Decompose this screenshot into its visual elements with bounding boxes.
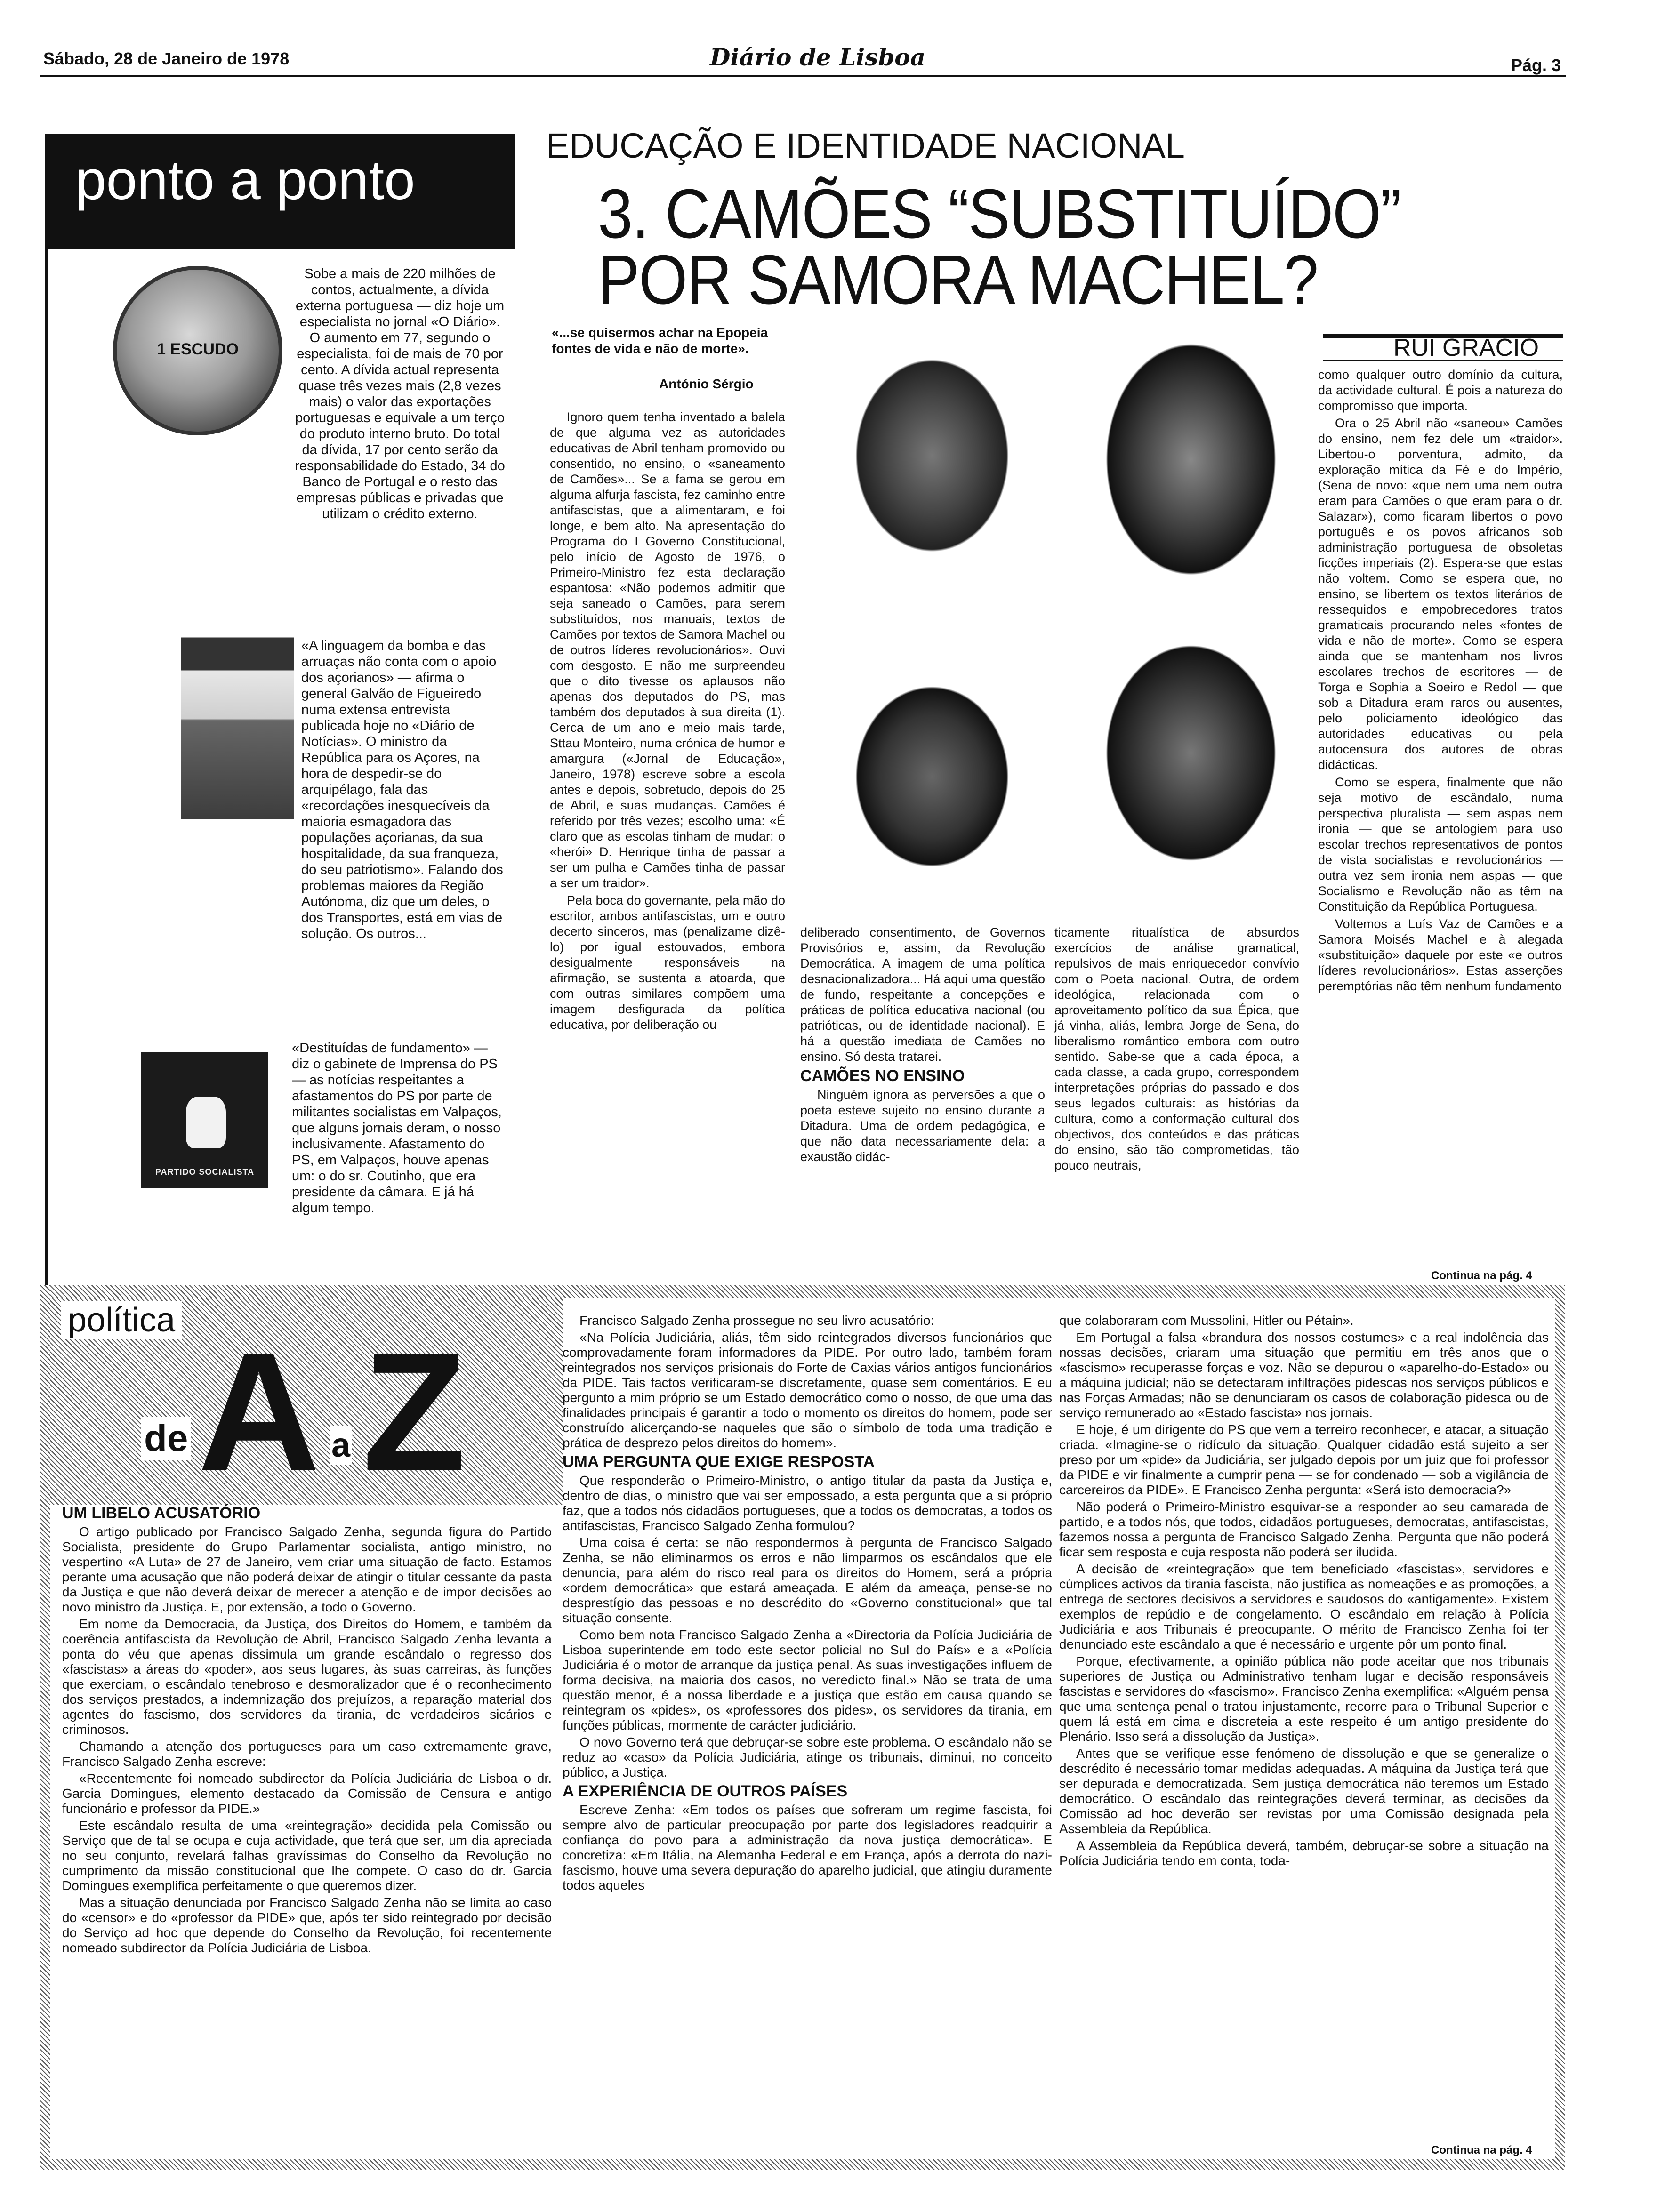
article-paragraph: Ninguém ignora as perversões a que o poeta esteve sujeito no ensino durante a Ditadura. Uma de ordem pedagógica, e que não data necessariamente dela: a exaustão didác- [800, 1088, 1045, 1164]
politica-paragraph: Que responderão o Primeiro-Ministro, o antigo titular da pasta da Justiça e, dentro de dias, o ministro que vai ser empossado, a esta pergunta que a si próprio faz, que a todos nós cidadãos portugueses, que a todos os democratas, a todos os antifascistas, Francisco Salgado Zenha formulou? [563, 1473, 1052, 1533]
politica-paragraph: que colaboraram com Mussolini, Hitler ou Pétain». [1059, 1313, 1354, 1328]
article-column-2 [800, 925, 1045, 1282]
ps-logo-image [141, 1052, 268, 1188]
subhead-camoes-no-ensino: CAMÕES NO ENSINO [800, 1067, 965, 1085]
camoes-bust-photo-2 [800, 649, 1064, 932]
politica-paragraph: «Na Polícia Judiciária, aliás, têm sido reintegrados diversos funcionários que comprovadamente foram informadores da PIDE. Por outro lado, também foram reintegrados nos serviços prisionais do Forte de Caxias vários antigos funcionários da PIDE. Tais factos verificaram-se discretamente, quase sem comentários. E eu pergunto a mim próprio se um Estado democrático como o nosso, de que uma das finalidades principais é garantir a todo o momento os direitos do homem, pode ser construído alicerçando-se naqueles que são o símbolo de toda uma tradição e prática de desprezo pelos direitos do homem». [563, 1330, 1052, 1450]
politica-paragraph: Este escândalo resulta de uma «reintegração» decidida pela Comissão ou Serviço que de tal se ocupa e cuja actividade, que terá que ser, um dia apreciada no seu conjunto, revelará falhas gravíssimas do Conselho da Revolução no cumprimento da missão constitucional que lhe compete. O caso do dr. Garcia Domingues exemplifica perfeitamente o que queremos dizer. [62, 1818, 552, 1893]
politica-paragraph: Em nome da Democracia, da Justiça, dos Direitos do Homem, e também da coerência antifascista da Revolução de Abril, Francisco Salgado Zenha levanta a ponta do véu que apenas dissimula um grande escândalo o regresso dos «fascistas» a áreas do «poder», aos seus lugares, às suas carreiras, às funções que exerciam, o escândalo tenebroso e desmoralizador que é o reconhecimento dos serviços prestados, a indemnização dos prejuízos, a reparação material dos agentes do fascismo, dos servidores da tirania, de verdadeiros sicários e criminosos. [62, 1617, 552, 1737]
politica-paragraph: Chamando a atenção dos portugueses para um caso extremamente grave, Francisco Salgado Zenha escreve: [62, 1739, 552, 1769]
politica-paragraph: O artigo publicado por Francisco Salgado Zenha, segunda figura do Partido Socialista, presidente do Grupo Parlamentar socialista, antigo ministro, no vespertino «A Luta» de 27 de Janeiro, vem criar uma situação de facto. Estamos perante uma acusação que não poderá deixar de atingir o titular cessante da pasta da Justiça e que não deverá deixar de merecer a atenção e de impor decisões ao novo ministro da Justiça. E, por extensão, a todo o Governo. [62, 1524, 552, 1614]
article-paragraph: ticamente ritualística de absurdos exercícios de análise gramatical, repulsivos de mais enriquecedor convívio com o Poeta nacional. Outra, de ordem ideológica, relacionada com o aproveitamento político da sua Épica, que já vinha, aliás, lembra Jorge de Sena, do liberalismo romântico embora com outro sentido. Sabe-se que a cada época, a cada classe, a cada grupo, correspondem interpretações próprias do passado e dos seus legados culturais: as histórias da cultura, como a conformação cultural dos objectivos, dos conteúdos e das práticas do ensino, são tão comprometidas, tão pouco neutrais, [1054, 925, 1299, 1172]
politica-column-3 [1059, 1313, 1549, 2144]
politica-frame-top [40, 1285, 1565, 1298]
politica-frame-bottom [40, 2159, 1565, 2170]
ponto-left-rule [45, 245, 48, 1292]
epigraph-author: António Sérgio [659, 377, 754, 391]
banner-letter-a: A [198, 1317, 320, 1507]
article-headline-line1: 3. CAMÕES “SUBSTITUÍDO” [598, 175, 1401, 253]
politica-paragraph: E hoje, é um dirigente do PS que vem a terreiro reconhecer, e atacar, a situação criada. «Imagine-se o ridículo da situação. Qualquer cidadão está sujeito a ser preso por um «pide» da Judiciária, ser julgado depois por um juiz que foi professor da PIDE e vir finalmente a cumprir pena — se for condenado — sob a vigilância de carcereiros da PIDE». E Francisco Zenha pergunta: «Será isto democracia?» [1059, 1422, 1549, 1497]
samora-machel-photo-2 [1069, 626, 1313, 908]
article-paragraph: deliberado consentimento, de Governos Provisórios e, assim, da Revolução Democrática. A imagem de uma política desnacionalizadora... Há aqui uma questão de fundo, respeitante a concepções e práticas de política educativa nacional (ou patrióticas, ou de identidade nacional). E há a questão imediata de Camões no ensino. Só desta tratarei. [800, 925, 1045, 1064]
article-epigraph: «...se quisermos achar na Epopeia fontes de vida e não de morte». [552, 325, 768, 356]
article-paragraph: Pela boca do governante, pela mão do escritor, ambos antifascistas, um e outro decerto sinceros, mas (penalizame dizê-lo) por igual estouvados, embora desigualmente responsáveis na afirmação, se sustenta a atoarda, que com outras similares compõem uma imagem desfigurada da política educativa, por deliberação ou [550, 893, 785, 1032]
politica-paragraph: A Assembleia da República deverá, também, debruçar-se sobre a situação na Polícia Judiciária tendo em conta, toda- [1059, 1838, 1549, 1868]
general-portrait-photo [181, 626, 294, 819]
camoes-bust-photo-1 [800, 320, 1064, 621]
banner-letter-z: Z [362, 1317, 466, 1507]
article-continued-note: Continua na pág. 4 [1431, 1269, 1532, 1282]
ps-logo-lettering: PARTIDO SOCIALISTA [155, 1167, 255, 1177]
article-kicker: EDUCAÇÃO E IDENTIDADE NACIONAL [546, 126, 1185, 165]
politica-paragraph: Francisco Salgado Zenha prossegue no seu livro acusatório: [579, 1313, 934, 1328]
politica-label: política [61, 1301, 182, 1339]
politica-paragraph: Não poderá o Primeiro-Ministro esquivar-se a responder ao seu camarada de partido, e a todos nós, que todos, cidadãos portugueses, democratas, antifascistas, fazemos nossa a pergunta de Francisco Salgado Zenha. Pergunta que não poderá ficar sem resposta e cuja resposta não poderá ser iludida. [1059, 1499, 1549, 1559]
politica-paragraph: Como bem nota Francisco Salgado Zenha a «Directoria da Polícia Judiciária de Lisboa superintende em todo este sector policial no Sul do País» e a «Polícia Judiciária é o motor de arranque da justiça penal. As suas investigações influem de forma decisiva, na maioria dos casos, no veredicto final.» Não se trata de uma questão menor, é a nossa liberdade e a justiça que estão em causa quando se reintegram os «pides», os «professores dos pides», os servidores da tirania, em funções públicas, mormente de carácter judiciário. [563, 1627, 1052, 1732]
politica-column-2 [563, 1313, 1052, 2156]
subhead-experiencia: A EXPERIÊNCIA DE OUTROS PAÍSES [563, 1782, 848, 1800]
banner-a-small: a [330, 1426, 352, 1465]
politica-column-1 [62, 1504, 552, 2144]
samora-machel-photo-1 [1069, 339, 1313, 626]
fist-icon [186, 1097, 226, 1148]
article-paragraph: Ignoro quem tenha inventado a balela de que alguma vez as autoridades educativas de Abril tenham promovido ou consentido, no ensino, o «saneamento de Camões»... Se a fama se gerou em alguma alfurja fascista, fez caminho entre antifascistas, que a alimentaram, e foi longe, e bem alto. Na apresentação do Programa do I Governo Constitucional, pelo início de Agosto de 1976, o Primeiro-Ministro fez esta declaração espantosa: «Não podemos admitir que seja saneado o Camões, para serem substituídos, nos manuais, textos de Camões por textos de Samora Machel ou de outros líderes revolucionários». Ouvi com desgosto. E não me surpreendeu que o dito tivesse os aplausos não apenas dos deputados do PS, mas também dos deputados à sua direita (1). Cerca de um ano e meio mais tarde, Sttau Monteiro, numa crónica de humor e amargura («Jornal de Educação», Janeiro, 1978) escreve sobre a escola antes e depois, sobretudo, depois do 25 de Abril, e suas mudanças. Camões é referido por três vezes; escolho uma: «É claro que as escolas tinham de mudar: o «herói» D. Henrique tinha de passar a ser um pulha e Camões tinha de passar a ser um traidor». [550, 410, 785, 890]
newspaper-name: Diário de Lisboa [710, 43, 926, 71]
politica-frame-left [40, 1285, 50, 2170]
article-headline-line2: POR SAMORA MACHEL? [598, 241, 1318, 319]
article-byline: RUI GRÁCIO [1393, 334, 1539, 361]
politica-paragraph: Em Portugal a falsa «brandura dos nossos costumes» e a real indolência das nossas decisões, criaram uma situação que permitiu em três anos que o «fascismo» recuperasse forças e voz. Não se depurou o «aparelho-do-Estado» ou a máquina judicial; não se detectaram infiltrações pidescas nos serviços públicos e nas Forças Armadas; não se denunciaram os casos de colaboração pidesca ou de serviço remunerado ao «Estado fascista» nos jornais. [1059, 1330, 1549, 1420]
politica-paragraph: Mas a situação denunciada por Francisco Salgado Zenha não se limita ao caso do «censor» e do «professor da PIDE» que, após ter sido reintegrado por decisão do Serviço ad hoc que depende do Conselho da Revolução, foi recentemente nomeado subdirector da Polícia Judiciária de Lisboa. [62, 1895, 552, 1955]
ponto-title: ponto a ponto [75, 149, 415, 211]
politica-frame-right [1555, 1285, 1565, 2170]
coin-lettering: 1 ESCUDO [157, 340, 239, 358]
politica-paragraph: «Recentemente foi nomeado subdirector da Polícia Judiciária de Lisboa o dr. Garcia Domingues, elemento destacado da Comissão de Censura e antigo funcionário e professor da PIDE.» [62, 1771, 552, 1816]
article-column-3 [1054, 925, 1299, 1282]
politica-paragraph: Escreve Zenha: «Em todos os países que sofreram um regime fascista, foi sempre alvo de particular preocupação por parte dos legisladores readquirir a confiança do povo para a administração da nova justiça democrática». E concretiza: «Em Itália, na Alemanha Federal e em França, após a derrota do nazi-fascismo, houve uma severa depuração do aparelho judicial, que atingiu duramente todos aqueles [563, 1803, 1052, 1892]
article-paragraph: Voltemos a Luís Vaz de Camões e a Samora Moisés Machel e à alegada «substituição» daquele por este «e outros líderes revolucionários». Estas asserções peremptórias não têm nenhum fundamento [1318, 917, 1563, 993]
masthead-rule [40, 75, 1566, 77]
banner-de: de [141, 1417, 191, 1460]
article-column-1 [550, 409, 785, 1280]
subhead-libelo: UM LIBELO ACUSATÓRIO [62, 1504, 261, 1522]
article-paragraph: como qualquer outro domínio da cultura, da actividade cultural. É pois a natureza do compromisso que importa. [1318, 368, 1563, 413]
page-date: Sábado, 28 de Janeiro de 1978 [43, 49, 290, 68]
subhead-pergunta: UMA PERGUNTA QUE EXIGE RESPOSTA [563, 1453, 875, 1471]
politica-paragraph: Uma coisa é certa: se não respondermos à pergunta de Francisco Salgado Zenha, se não eliminarmos os erros e não limparmos os escândalos que ele denuncia, para além do risco real para os direitos do Homem, será a própria «ordem democrática» que estará ameaçada. E além da ameaça, pense-se no desprestígio das pessoas e no descrédito do «Governo constitucional» que tal situação consente. [563, 1535, 1052, 1625]
politica-paragraph: A decisão de «reintegração» que tem beneficiado «fascistas», servidores e cúmplices activos da tirania fascista, não justifica as nomeações e as promoções, a entrega de sectores decisivos a servidores e saudosos do «antigamente». Existem exemplos de repúdio e de congelamento. O escândalo em relação à Polícia Judiciária e aos Tribunais é preocupante. O mérito de Francisco Zenha foi ter denunciado este escândalo a que é necessário e urgente pôr um ponto final. [1059, 1562, 1549, 1651]
article-column-4 [1318, 367, 1563, 1264]
politica-paragraph: Porque, efectivamente, a opinião pública não pode aceitar que nos tribunais superiores de Justiça ou Administrativo tenham lugar e decisão responsáveis fascistas e servidores do «fascismo». Francisco Zenha exemplifica: «Alguém pensa que uma sentença penal o tratou injustamente, recorre para o Tribunal Superior e quem lá está em cima e discreteia a este respeito é um antigo presidente do Plenário. Isso será a dissolução da Justiça». [1059, 1654, 1549, 1744]
ponto-item-azores: «A linguagem da bomba e das arruaças não conta com o apoio dos açorianos» — afirma o general Galvão de Figueiredo numa extensa entrevista publicada hoje no «Diário de Notícias». O ministro da República para os Açores, na hora de despedir-se do arquipélago, fala das «recordações inesquecíveis da maioria esmagadora das populações açorianas, da sua hospitalidade, da sua franqueza, do seu patriotismo». Falando dos problemas maiores da Região Autónoma, diz que um deles, o dos Transportes, está em vias de solução. Os outros... [301, 638, 503, 941]
coin-image [113, 266, 282, 435]
article-paragraph: Como se espera, finalmente que não seja motivo de escândalo, numa perspectiva pluralista — sem aspas nem ironia — que se antologiem para uso escolar trechos representativos de pontos de vista socialistas e revolucionários — outra vez sem ironia nem aspas — que Socialismo e Revolução não as têm na Constituição da República Portuguesa. [1318, 775, 1563, 914]
article-paragraph: Ora o 25 Abril não «saneou» Camões do ensino, nem fez dele um «traidor». Libertou-o porventura, admito, da exploração mítica da Fé e do Império, (Sena de novo: «que nem uma nem outra eram para Camões o que eram para o dr. Salazar»), como ficaram libertos o povo português e os povos africanos sob administração portuguesa de obsoletas ficções imperiais (2). Espera-se que estas não voltem. Como se espera que, no ensino, se libertem os textos literários de ressequidos e empobrecedores tratos gramaticais procurando neles «fontes de vida e não de morte». Como se espera ainda que se mantenham nos livros escolares trechos de escritores — de Torga e Sophia a Soeiro e Redol — que sob a Ditadura eram raros ou ausentes, pelo policiamento ideológico das autoridades educativas ou pela autocensura dos autores de obras didácticas. [1318, 416, 1563, 772]
ponto-item-ps: «Destituídas de fundamento» — diz o gabinete de Imprensa do PS — as notícias respeitantes a afastamentos do PS por parte de militantes socialistas em Valpaços, que alguns jornais deram, o nosso inclusivamente. Afastamento do PS, em Valpaços, houve apenas um: o do sr. Coutinho, que era presidente da câmara. E já há algum tempo. [292, 1041, 502, 1216]
politica-continued-note: Continua na pág. 4 [1431, 2144, 1532, 2156]
politica-paragraph: Antes que se verifique esse fenómeno de dissolução e que se generalize o descrédito é necessário tomar medidas adequadas. A máquina da Justiça terá que ser depurada e democratizada. Sem justiça democrática não teremos um Estado democrático. O escândalo das reintegrações deverá terminar, as decisões da Comissão ad hoc deverão ser revistas por uma Comissão designada pela Assembleia da República. [1059, 1746, 1549, 1836]
page-number: Pág. 3 [1511, 56, 1561, 75]
ponto-item-debt: Sobe a mais de 220 milhões de contos, actualmente, a dívida externa portuguesa — diz hoje um especialista no jornal «O Diário». O aumento em 77, segundo o especialista, foi de mais de 70 por cento. A dívida actual representa quase três vezes mais (2,8 vezes mais) o valor das exportações portuguesas e equivale a um terço do produto interno bruto. Do total da dívida, 17 por cento serão da responsabilidade do Estado, 34 do Banco de Portugal e o resto das empresas públicas e privadas que utilizam o crédito externo. [295, 266, 505, 521]
politica-paragraph: O novo Governo terá que debruçar-se sobre este problema. O escândalo não se reduz ao «caso» da Polícia Judiciária, atinge os tribunais, diminui, no conceito público, a Justiça. [563, 1735, 1052, 1779]
